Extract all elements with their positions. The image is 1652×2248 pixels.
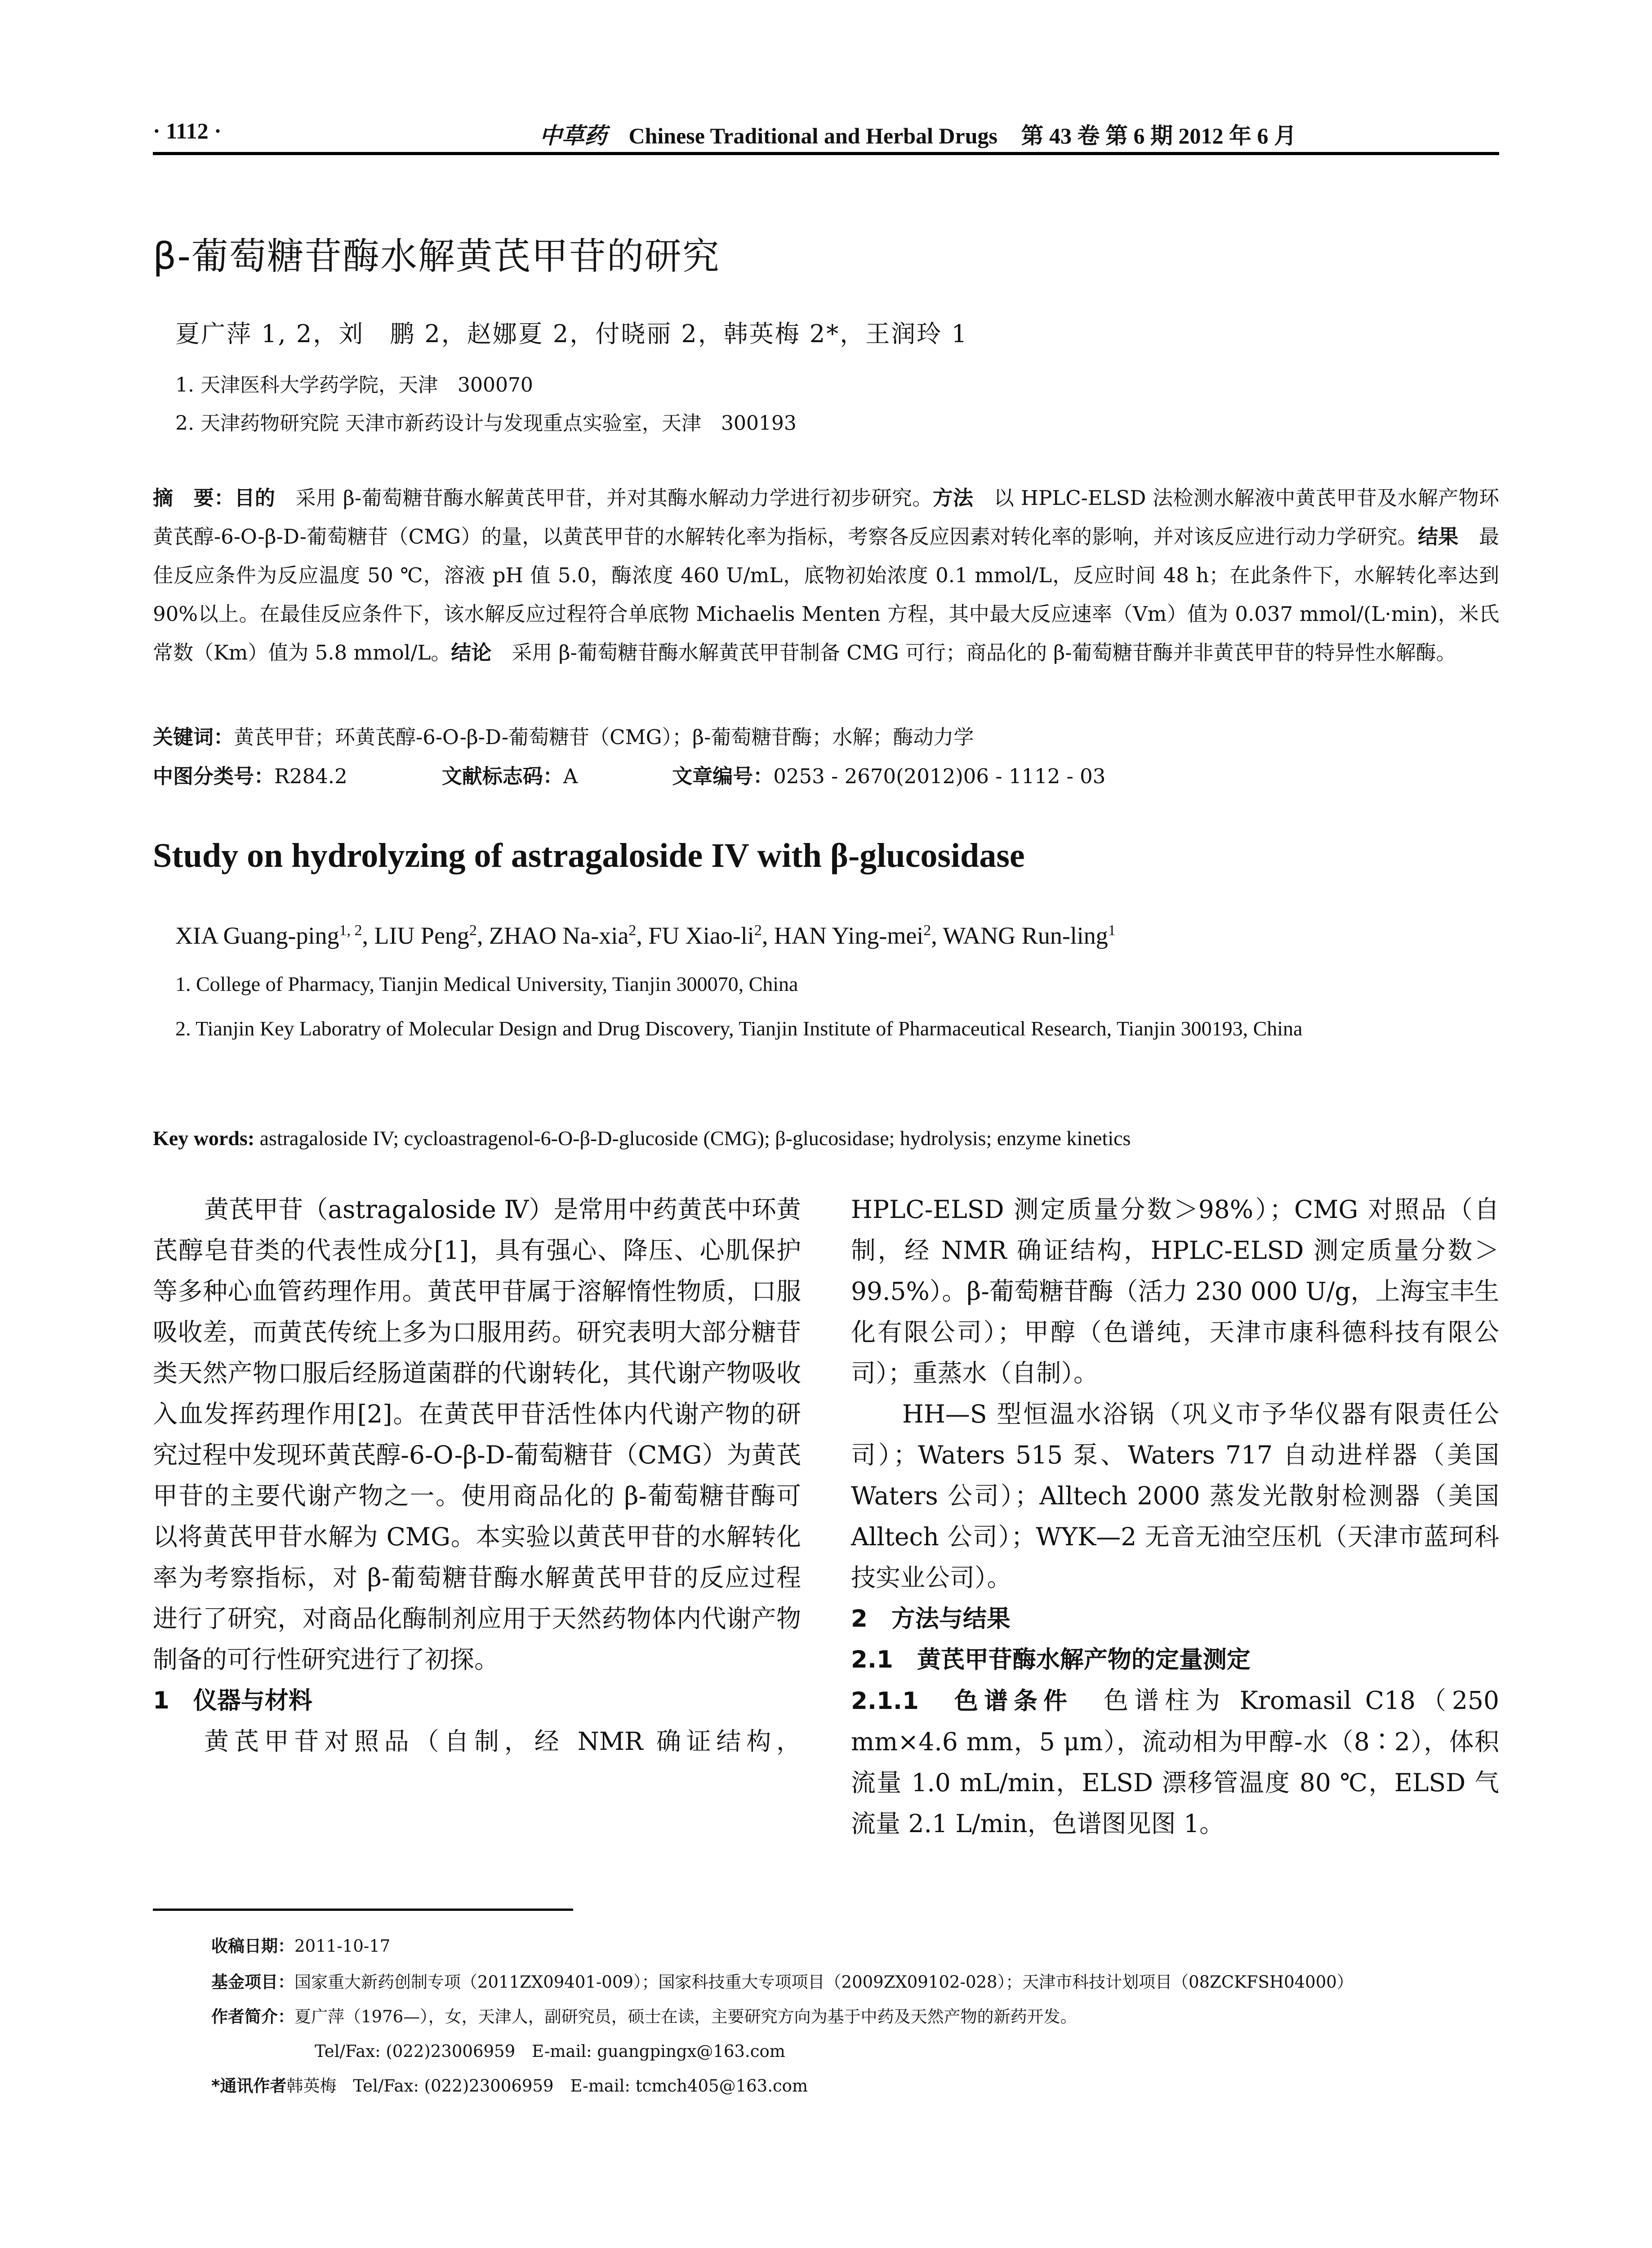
author-affil-sup: 2 (923, 922, 931, 939)
affiliation-en-2: 2. Tianjin Key Laboratry of Molecular Design and Drug Discovery, Tianjin Institute of Pharmaceutical Research, Tianjin 300193, China (175, 1017, 1303, 1040)
journal-name-en: Chinese Traditional and Herbal Drugs (628, 123, 997, 148)
method-text: 以 HPLC-ELSD 法检测水解液中黄芪甲苷及水解产物环黄芪醇-6-O-β-D-葡萄糖苷（CMG）的量，以黄芪甲苷的水解转化率为指标，考察各反应因素对转化率的影响，并对该反应进行动力学研究。 (153, 486, 1499, 549)
method-label: 方法 (932, 486, 974, 510)
received-date: 2011-10-17 (294, 1936, 391, 1956)
keywords-cn-text: 黄芪甲苷；环黄芪醇-6-O-β-D-葡萄糖苷（CMG）；β-葡萄糖苷酶；水解；酶动力学 (234, 725, 974, 749)
header-rule (153, 152, 1499, 155)
author-affil-sup: 1 (1108, 922, 1116, 939)
author-affil-sup: 2 (628, 922, 637, 939)
footnote-bio (211, 2003, 1077, 2027)
fund-label: 基金项目： (211, 1972, 294, 1992)
corresponding-label: *通讯作者 (211, 2076, 287, 2096)
author-en: WANG Run-ling (943, 922, 1108, 949)
section-heading-2-1-1: 2.1.1 色谱条件 (851, 1687, 1073, 1715)
author-affil-sup: 2 (754, 922, 762, 939)
article-no-value: 0253 - 2670(2012)06 - 1112 - 03 (773, 764, 1106, 788)
author-en: XIA Guang-ping (175, 922, 339, 949)
result-label: 结果 (1418, 525, 1459, 549)
keywords-en-text: astragaloside IV; cycloastragenol-6-O-β-D-glucoside (CMG); β-glucosidase; hydrolysis; enzyme kinetics (259, 1127, 1131, 1150)
affiliation-cn-2: 2. 天津药物研究院 天津市新药设计与发现重点实验室，天津 300193 (175, 412, 797, 435)
keywords-en (153, 1126, 1131, 1150)
authors-en: XIA Guang-ping$^{1, 2}$, LIU Peng$^2$, ZHAO Na-xia$^2$, FU Xiao-$li^2$, HAN Ying-mei$^2$, WANG Run-ling$^1$ (175, 922, 1116, 949)
author-en: LIU Peng (374, 922, 469, 949)
section-heading-1: 1 仪器与材料 (153, 1687, 312, 1714)
doc-code-value: A (563, 764, 578, 788)
author-en: FU Xiao-li (648, 922, 754, 949)
body-column-left (153, 1189, 801, 1762)
instruments-paragraph: HH—S 型恒温水浴锅（巩义市予华仪器有限责任公司）；Waters 515 泵、Waters 717 自动进样器（美国 Waters 公司）；Alltech 2000 蒸发光散射检测器（美国 Alltech 公司）；WYK—2 无音无油空压机（天津市蓝珂科技实业公司）。 (851, 1400, 1499, 1592)
authors-cn: 夏广萍 1, 2，刘 鹏 2，赵娜夏 2，付晓丽 2，韩英梅 2*，王润玲 1 (175, 320, 968, 348)
keywords-en-label: Key words: (153, 1127, 255, 1150)
author-affil-sup: 2 (469, 922, 477, 939)
classification-line (153, 760, 1105, 789)
objective-text: 采用 β-葡萄糖苷酶水解黄芪甲苷，并对其酶水解动力学进行初步研究。 (275, 486, 933, 510)
footnote-rule (153, 1909, 573, 1911)
affiliation-en-1: 1. College of Pharmacy, Tianjin Medical University, Tianjin 300070, China (175, 972, 798, 995)
title-en: Study on hydrolyzing of astragaloside IV with β-glucosidase (153, 837, 1025, 874)
chromatography-text: 色谱柱为 Kromasil C18（250 mm×4.6 mm，5 μm），流动相为甲醇-水（8∶2），体积流量 1.0 mL/min，ELSD 漂移管温度 80 ℃，ELSD 气流量 2.1 L/min，色谱图见图 1。 (851, 1686, 1499, 1838)
author-en: HAN Ying-mei (774, 922, 924, 949)
conclusion-text: 采用 β-葡萄糖苷酶水解黄芪甲苷制备 CMG 可行；商品化的 β-葡萄糖苷酶并非黄芪甲苷的特异性水解酶。 (491, 641, 1456, 665)
intro-paragraph: 黄芪甲苷（astragaloside Ⅳ）是常用中药黄芪中环黄芪醇皂苷类的代表性成分[1]，具有强心、降压、心肌保护等多种心血管药理作用。黄芪甲苷属于溶解惰性物质，口服吸收差，而黄芪传统上多为口服用药。研究表明大部分糖苷类天然产物口服后经肠道菌群的代谢转化，其代谢产物吸收入血发挥药理作用[2]。在黄芪甲苷活性体内代谢产物的研究过程中发现环黄芪醇-6-O-β-D-葡萄糖苷（CMG）为黄芪甲苷的主要代谢产物之一。使用商品化的 β-葡萄糖苷酶可以将黄芪甲苷水解为 CMG。本实验以黄芪甲苷的水解转化率为考察指标，对 β-葡萄糖苷酶水解黄芪甲苷的反应过程进行了研究，对商品化酶制剂应用于天然药物体内代谢产物制备的可行性研究进行了初探。 (153, 1195, 801, 1674)
keywords-cn-label: 关键词： (153, 725, 234, 749)
running-header (153, 118, 1499, 149)
conclusion-label: 结论 (451, 641, 492, 665)
objective-label: 目的 (234, 486, 276, 510)
section-heading-2: 2 方法与结果 (851, 1605, 1011, 1632)
doc-code-label: 文献标志码： (441, 764, 563, 788)
abstract-cn (153, 479, 1499, 672)
journal-issue: 第 43 卷 第 6 期 2012 年 6 月 (1021, 123, 1296, 148)
materials-paragraph: 黄芪甲苷对照品（自制，经 NMR 确证结构， (204, 1727, 801, 1756)
abstract-label: 摘 要： (153, 486, 235, 510)
bio-text: 夏广萍（1976—），女，天津人，副研究员，硕士在读，主要研究方向为基于中药及天然产物的新药开发。 (294, 2007, 1077, 2026)
footnote-corresponding (211, 2072, 808, 2096)
affiliation-cn-1: 1. 天津医科大学药学院，天津 300070 (175, 374, 533, 397)
clc-value: R284.2 (274, 764, 347, 788)
author-affil-sup: 1, 2 (339, 922, 362, 939)
materials-continued: HPLC-ELSD 测定质量分数＞98%）；CMG 对照品（自制，经 NMR 确证结构，HPLC-ELSD 测定质量分数＞99.5%）。β-葡萄糖苷酶（活力 230 000 U/g，上海宝丰生化有限公司）；甲醇（色谱纯，天津市康科德科技有限公司）；重蒸水（自制）。 (851, 1195, 1499, 1387)
title-cn: β-葡萄糖苷酶水解黄芪甲苷的研究 (153, 235, 720, 278)
fund-text: 国家重大新药创制专项（2011ZX09401-009）；国家科技重大专项项目（2009ZX09102-028）；天津市科技计划项目（08ZCKFSH04000） (294, 1972, 1354, 1992)
journal-name-cn: 中草药 (539, 122, 607, 149)
keywords-cn (153, 721, 974, 750)
clc-label: 中图分类号： (153, 764, 275, 788)
body-column-right (851, 1189, 1499, 1844)
footnote-received (211, 1932, 390, 1957)
footnote-bio-contact: Tel/Fax: (022)23006959 E-mail: guangpingx@163.com (315, 2042, 785, 2061)
section-heading-2-1: 2.1 黄芪甲苷酶水解产物的定量测定 (851, 1646, 1251, 1673)
author-en: ZHAO Na-xia (489, 922, 629, 949)
footnote-fund (211, 1968, 1354, 1993)
bio-label: 作者简介： (211, 2007, 294, 2026)
journal-title (539, 118, 1296, 150)
result-text: 最佳反应条件为反应温度 50 ℃，溶液 pH 值 5.0，酶浓度 460 U/mL，底物初始浓度 0.1 mmol/L，反应时间 48 h；在此条件下，水解转化率达到 90%以上。在最佳反应条件下，该水解反应过程符合单底物 Michaelis Menten 方程，其中最大反应速率（Vm）值为 0.037 mmol/(L·min)，米氏常数（Km）值为 5.8 mmol/L。 (153, 525, 1499, 665)
page-number: · 1112 · (153, 118, 222, 143)
chromatography-paragraph (851, 1680, 1499, 1844)
article-no-label: 文章编号： (672, 764, 774, 788)
received-label: 收稿日期： (211, 1936, 294, 1956)
corresponding-text: 韩英梅 Tel/Fax: (022)23006959 E-mail: tcmch405@163.com (286, 2076, 808, 2096)
